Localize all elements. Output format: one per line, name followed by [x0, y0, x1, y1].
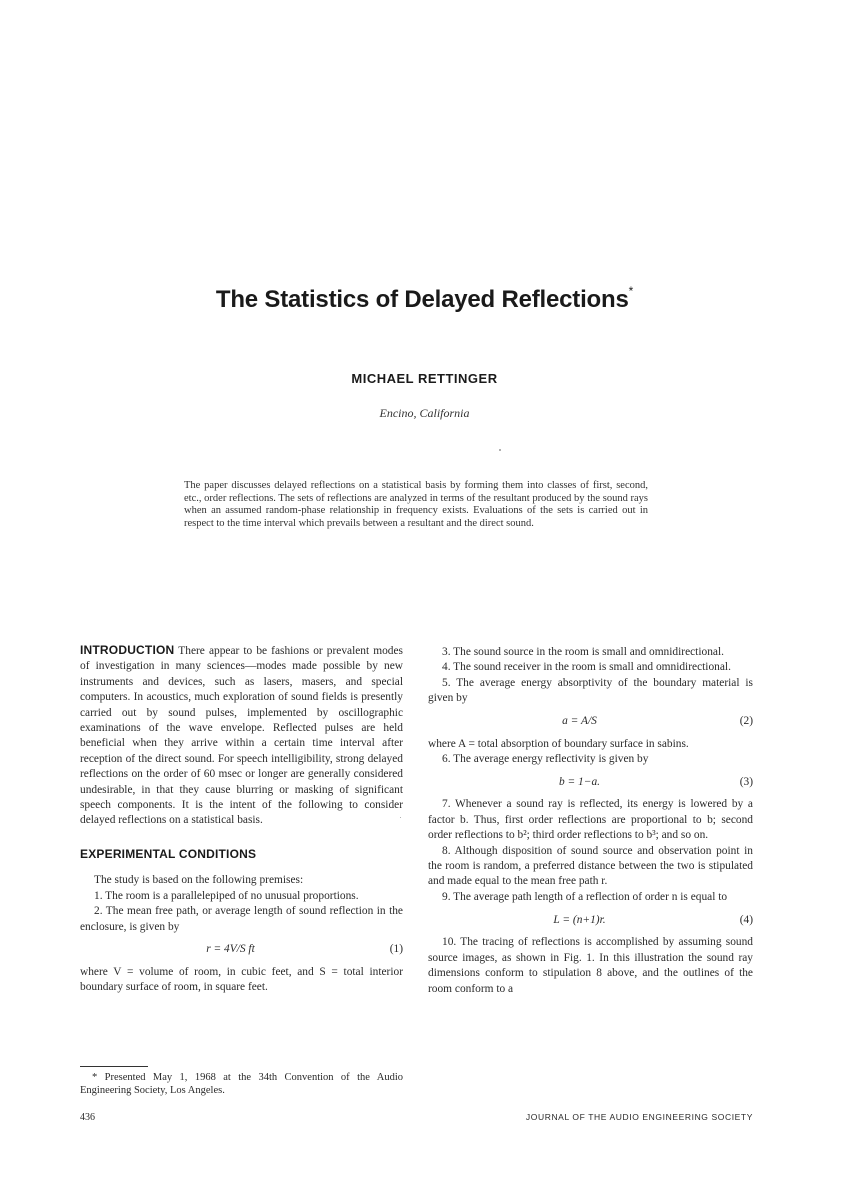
introduction-paragraph: [80, 643, 403, 829]
equation-3-expression: b = 1−a.: [558, 775, 600, 788]
scan-speck: [400, 817, 401, 818]
premise-3: 3. The sound source in the room is small and omnidirectional.: [442, 646, 724, 658]
abstract: The paper discusses delayed reflections on a statistical basis by forming them into classes of first, second, etc., order reflections. The sets of reflections are analyzed in terms of the resultant produced by the sound rays when an assumed random-phase relationship in frequency exists. Evaluations of the sets is carried out in respect to the time interval which prevails between a resultant and the direct sound.: [184, 480, 648, 530]
equation-3-number: (3): [739, 775, 753, 788]
premise-8: 8. Although disposition of sound source and observation point in the room is random, a preferred distance between the two is stipulated and made equal to the mean free path r.: [428, 844, 753, 888]
introduction-text: There appear to be fashions or prevalent modes of investigation in many sciences—modes made possible by new instruments and devices, such as lasers, masers, and special computers. In acoustics, much exploration of sound fields is presently carried out by sound pulses, implemented by oscillographic examinations of the wave envelope. Reflected pulses are held beneficial when they arrive within a certain time interval after reception of the direct sound. For speech intelligibility, strong delayed reflections on the order of 60 msec or longer are generally considered undesirable, in that they cause blurring or masking of significant speech components. It is the intent of the following to consider delayed reflections on a statistical basis.: [80, 645, 403, 827]
equation-1: [80, 935, 403, 965]
equation-2-expression: a = A/S: [562, 714, 597, 727]
paper-title: [0, 286, 849, 314]
right-column: [428, 645, 753, 997]
premise-1: 1. The room is a parallelepiped of no unusual proportions.: [94, 889, 359, 902]
equation-4-expression: L = (n+1)r.: [553, 913, 606, 926]
equation-4: [428, 905, 753, 935]
title-footnote-marker: *: [628, 284, 634, 298]
equation-1-expression: r = 4V/S ft: [206, 943, 255, 956]
author-name: MICHAEL RETTINGER: [351, 371, 498, 386]
page-number: 436: [80, 1112, 95, 1123]
premise-2: 2. The mean free path, or average length of sound reflection in the enclosure, is given by: [80, 905, 403, 933]
introduction-heading: INTRODUCTION: [80, 643, 175, 657]
equation-1-number: (1): [389, 943, 403, 956]
equation-2-number: (2): [739, 714, 753, 727]
equation-2-definition: where A = total absorption of boundary surface in sabins.: [428, 737, 689, 750]
premise-7: 7. Whenever a sound ray is reflected, its energy is lowered by a factor b. Thus, first order reflections are proportional to b; second order reflections to b²; third order reflections to b³; and so on.: [428, 798, 753, 842]
paper-title-text: The Statistics of Delayed Reflections: [215, 286, 629, 313]
footnote: * Presented May 1, 1968 at the 34th Convention of the Audio Engineering Society, Los Angeles.: [80, 1072, 403, 1096]
premise-5: 5. The average energy absorptivity of the boundary material is given by: [428, 676, 753, 705]
experimental-conditions-heading: EXPERIMENTAL CONDITIONS: [80, 846, 257, 861]
premises-intro: The study is based on the following premises:: [94, 874, 304, 887]
premise-6: 6. The average energy reflectivity is given by: [442, 753, 649, 766]
equation-2: [428, 707, 753, 737]
premise-10: 10. The tracing of reflections is accomplished by assuming sound source images, as shown in Fig. 1. In this illustration the sound ray dimensions conform to stipulation 8 above, and the outlines of the room conform to a: [428, 936, 753, 995]
left-column: [80, 643, 403, 996]
premise-9: 9. The average path length of a reflection of order n is equal to: [442, 890, 728, 903]
premise-4: 4. The sound receiver in the room is small and omnidirectional.: [442, 661, 731, 674]
footnote-rule: [80, 1066, 148, 1067]
journal-name: JOURNAL OF THE AUDIO ENGINEERING SOCIETY: [525, 1112, 753, 1122]
scan-speck: [499, 449, 501, 451]
equation-3: [428, 767, 753, 797]
equation-1-definition: where V = volume of room, in cubic feet, and S = total interior boundary surface of room, in square feet.: [80, 965, 403, 994]
author-affiliation: Encino, California: [379, 406, 470, 420]
equation-4-number: (4): [739, 913, 753, 926]
